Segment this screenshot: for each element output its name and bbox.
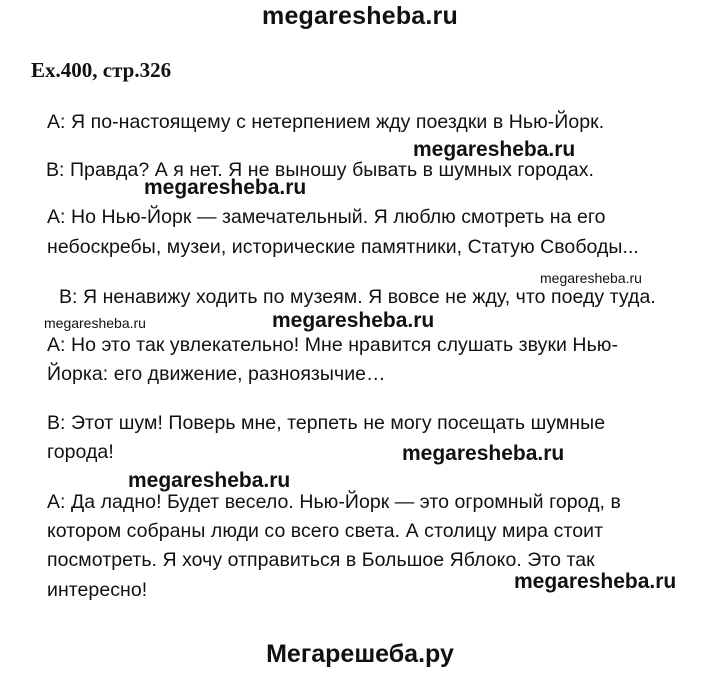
dialogue-line: A: Но это так увлекательно! Мне нравится слушать звуки Нью- bbox=[47, 334, 618, 356]
watermark: megaresheba.ru bbox=[540, 270, 642, 286]
watermark: megaresheba.ru bbox=[144, 176, 307, 199]
watermark: megaresheba.ru bbox=[128, 469, 291, 492]
exercise-reference: Ex.400, стр.326 bbox=[31, 58, 172, 82]
dialogue-line: котором собраны люди со всего света. А столицу мира стоит bbox=[47, 520, 604, 542]
watermark: megaresheba.ru bbox=[402, 442, 565, 465]
site-header: megaresheba.ru bbox=[262, 2, 458, 30]
dialogue-line: A: Да ладно! Будет весело. Нью-Йорк — это огромный город, в bbox=[47, 491, 621, 513]
dialogue-line: B: Этот шум! Поверь мне, терпеть не могу посещать шумные bbox=[47, 412, 606, 434]
dialogue-line: Йорка: его движение, разноязычие… bbox=[47, 363, 386, 385]
dialogue-line: интересно! bbox=[47, 579, 148, 601]
dialogue-line: B: Я ненавижу ходить по музеям. Я вовсе не жду, что поеду туда. bbox=[59, 286, 656, 308]
watermark: megaresheba.ru bbox=[272, 309, 435, 332]
dialogue-line: A: Но Нью-Йорк — замечательный. Я люблю смотреть на его bbox=[47, 206, 606, 228]
watermark: megaresheba.ru bbox=[413, 138, 576, 161]
dialogue-line: небоскребы, музеи, исторические памятники, Статую Свободы... bbox=[47, 236, 639, 258]
dialogue-line: города! bbox=[47, 441, 114, 463]
dialogue-line: посмотреть. Я хочу отправиться в Большое Яблоко. Это так bbox=[47, 549, 595, 571]
site-footer: Мегарешеба.ру bbox=[266, 640, 454, 668]
watermark: megaresheba.ru bbox=[514, 570, 677, 593]
dialogue-line: A: Я по-настоящему с нетерпением жду поездки в Нью-Йорк. bbox=[47, 111, 605, 133]
dialogue-line: B: Правда? А я нет. Я не выношу бывать в шумных городах. bbox=[46, 159, 595, 181]
watermark: megaresheba.ru bbox=[44, 315, 146, 331]
